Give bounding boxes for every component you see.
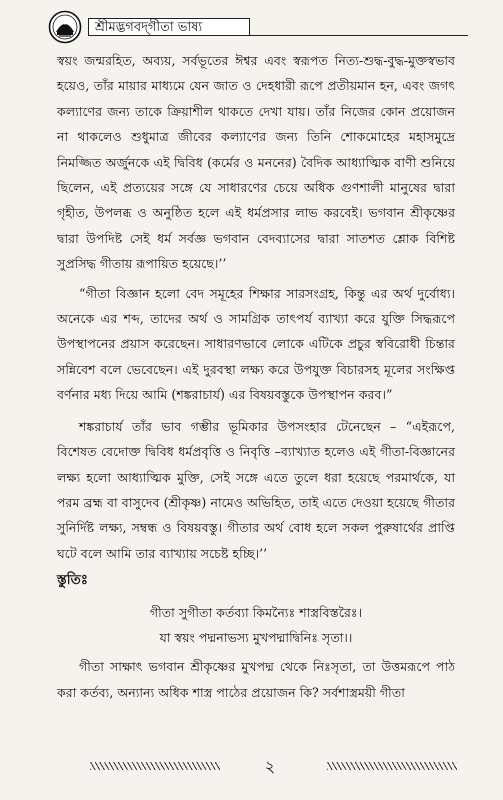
ornamental-emblem-icon bbox=[48, 10, 82, 44]
paragraph-sankaracharya-conclusion: শঙ্করাচার্য তাঁর ভাব গম্ভীর ভূমিকার উপসংহার টেনেছেন – “এইরূপে, বিশেষত বেদোক্ত দ্বিবিধ ধর্মপ্রবৃত্তি ও নিবৃত্তি –ব্যাখ্যাত হলেও এই গীতা-বিজ্ঞানের লক্ষ্য হলো আধ্যাত্মিক মুক্তি, সেই সঙ্গে এতে তুলে ধরা হয়েছে পরমার্থকে, যা পরম ব্রহ্ম বা বাসুদেব (শ্রীকৃষ্ণ) নামেও অভিহিত, তাই এতে দেওয়া হয়েছে গীতার সুনির্দিষ্ট লক্ষ্য, সম্বন্ধ ও বিষয়বস্তু। গীতার অর্থ বোধ হলে সকল পুরুষার্থের প্রাপ্তি ঘটে বলে আমি তার ব্যাখ্যায় সচেষ্ট হচ্ছি।’’ bbox=[57, 418, 455, 561]
paragraph-gita-saksat: গীতা সাক্ষাৎ ভগবান শ্রীকৃষ্ণের মুখপদ্ম থেকে নিঃসৃতা, তা উত্তমরূপে পাঠ করা কর্তব্য, অন্যান্য অধিক শাস্ত্র পাঠের প্রয়োজন কি? সর্বশাস্ত্রময়ী গীতা bbox=[57, 659, 455, 700]
page-number: ২ bbox=[264, 757, 276, 776]
footer-hatch-left bbox=[90, 762, 220, 770]
verse-line-2: যা স্বয়ং পদ্মনাভস্য মুখপদ্মাদ্বিনিঃ সৃতা।। bbox=[159, 629, 353, 645]
sanskrit-verse bbox=[57, 600, 455, 651]
page-body bbox=[57, 48, 455, 705]
verse-line-1: গীতা সুগীতা কর্তব্যা কিমন্যৈঃ শাস্ত্রবিস্তরৈঃ। bbox=[149, 604, 363, 620]
footer-hatch-right bbox=[327, 762, 457, 770]
page-footer bbox=[52, 756, 457, 780]
paragraph-1: স্বয়ং জন্মরহিত, অব্যয়, সর্বভূতের ঈশ্বর এবং স্বরূপত নিত্য-শুদ্ধ-বুদ্ধ-মুক্তস্বভাব হয়েও, তাঁর মায়ার মাধ্যমে যেন জাত ও দেহধারী রূপে প্রতীয়মান হন, এবং জগৎ কল্যাণের জন্য তাকে ক্রিয়াশীল থাকতে দেখা যায়। তাঁর নিজের কোন প্রয়োজন না থাকলেও শুধুমাত্র জীবের কল্যাণের জন্য তিনি শোকমোহের মহাসমুদ্রে নিমজ্জিত অর্জুনকে এই দ্বিবিধ (কর্মের ও মননের) বৈদিক আধ্যাত্মিক বাণী শুনিয়ে ছিলেন, এই প্রত্যয়ের সঙ্গে যে সাধারণের চেয়ে অধিক গুণশালী মানুষের দ্বারা গৃহীত, উপলব্ধ ও অনুষ্ঠিত হলে এই ধর্মপ্রসার লাভ করবেই। ভগবান শ্রীকৃষ্ণের দ্বারা উপদিষ্ট সেই ধর্ম সর্বজ্ঞ ভগবান বেদব্যাসের দ্বারা সাতশত শ্লোক বিশিষ্ট সুপ্রসিদ্ধ গীতায় রূপায়িত হয়েছে।’’ bbox=[57, 53, 455, 272]
stuti-heading: স্তুতিঃ bbox=[57, 572, 88, 589]
paragraph-quote-gita-vijnana: “গীতা বিজ্ঞান হলো বেদ সমূহের শিক্ষার সারসংগ্রহ, কিন্তু এর অর্থ দুর্বোধ্য। অনেকে এর শব্দ, তাদের অর্থ ও সামগ্রিক তাৎপর্য ব্যাখ্যা করে যুক্তি সিদ্ধরূপে উপস্থাপনের প্রয়াস করেছেন। সাধারণভাবে লোকে এটিকে প্রচুর স্ববিরোধী চিন্তার সন্নিবেশ বলে ভেবেছেন। এই দুরবস্থা লক্ষ্য করে উপযুক্ত বিচারসহ মূলের সংক্ষিপ্ত বর্ণনার মধ্য দিয়ে আমি (শঙ্করাচার্য) এর বিষয়বস্তুকে উপস্থাপন করব।” bbox=[57, 285, 455, 403]
running-head-title: শ্রীমদ্ভগবদ্‌গীতা ভাষ্য bbox=[88, 18, 250, 36]
page-header bbox=[48, 10, 468, 44]
header-rule bbox=[250, 35, 468, 36]
